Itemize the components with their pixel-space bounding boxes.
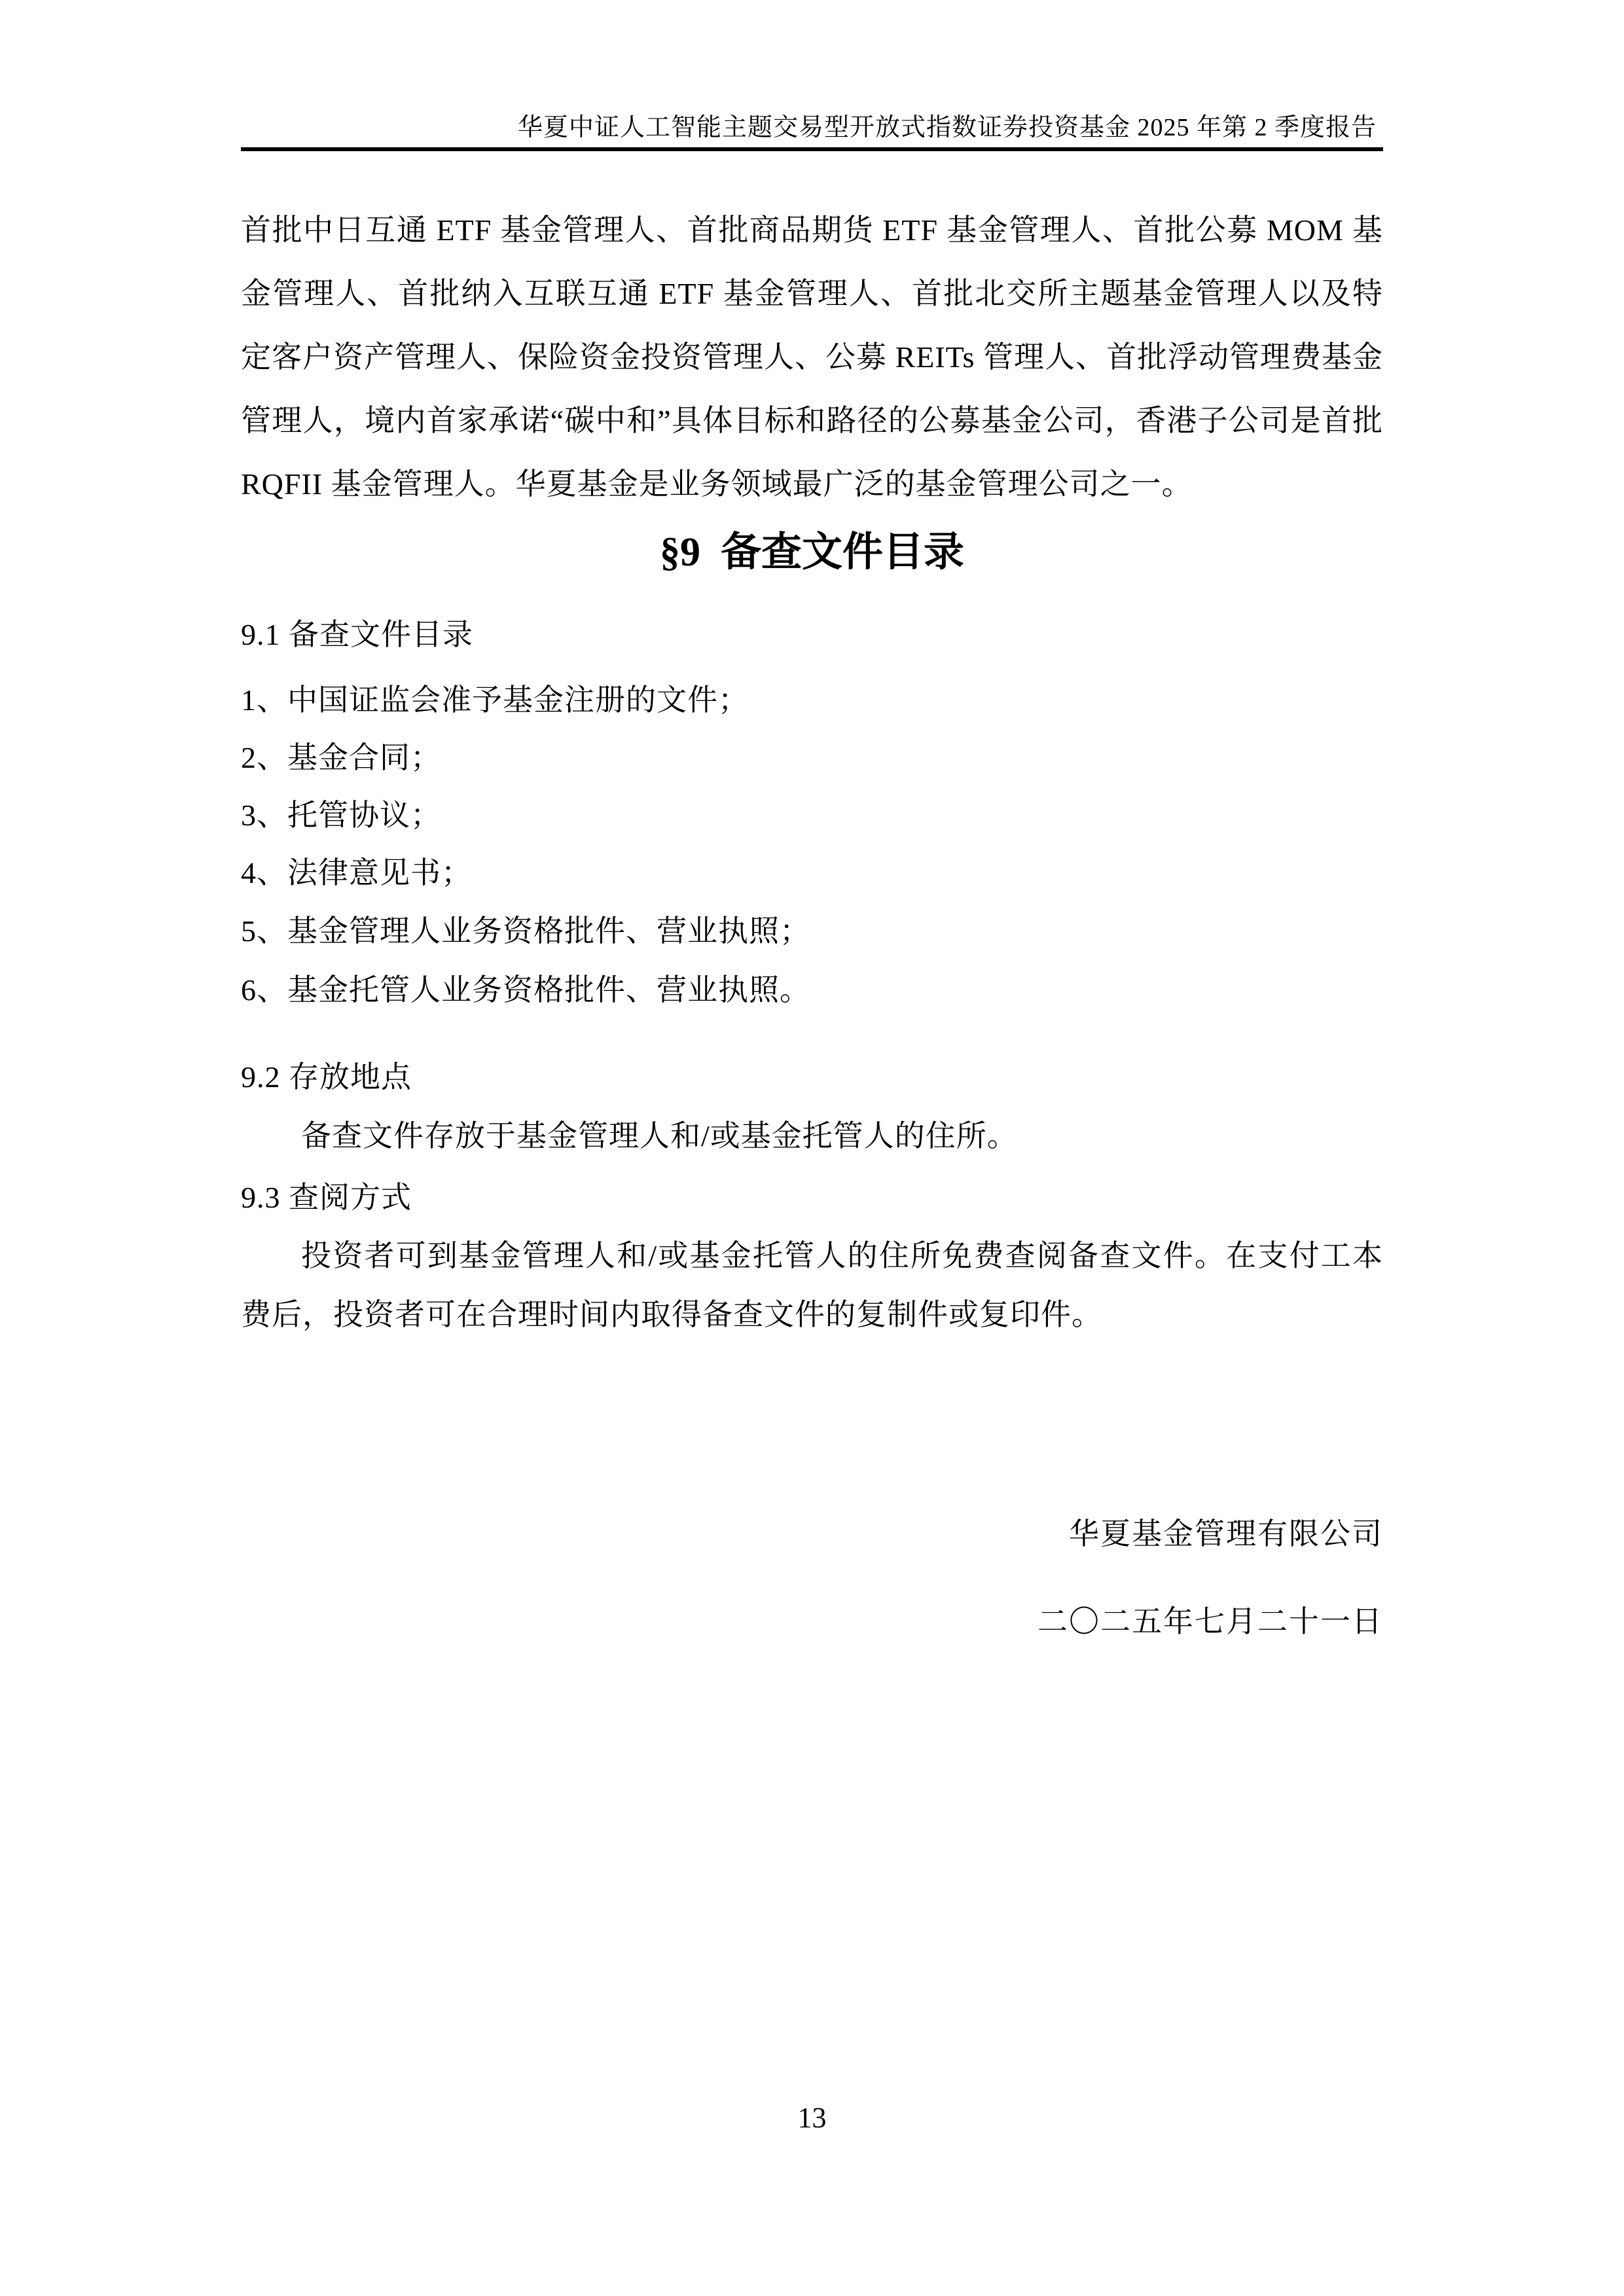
catalog-item-4: 4、法律意见书； (241, 856, 472, 889)
storage-location-text: 备查文件存放于基金管理人和/或基金托管人的住所。 (301, 1119, 1018, 1153)
heading-9-2: 9.2 存放地点 (241, 1060, 412, 1094)
catalog-item-6: 6、基金托管人业务资格批件、营业执照。 (241, 973, 810, 1007)
catalog-item-3: 3、托管协议； (241, 798, 441, 832)
catalog-item-2: 2、基金合同； (241, 741, 441, 774)
signature-company: 华夏基金管理有限公司 (1069, 1517, 1383, 1551)
intro-paragraph: 首批中日互通 ETF 基金管理人、首批商品期货 ETF 基金管理人、首批公募 MOM 基金管理人、首批纳入互联互通 ETF 基金管理人、首批北交所主题基金管理人以及特定客户资产管理人、保险资金投资管理人、公募 REITs 管理人、首批浮动管理费基金管理人，境内首家承诺“碳中和”具体目标和路径的公募基金公司，香港子公司是首批 RQFII 基金管理人。华夏基金是业务领域最广泛的基金管理公司之一。 (241, 213, 1383, 501)
heading-9-3: 9.3 查阅方式 (241, 1181, 412, 1214)
catalog-item-1: 1、中国证监会准予基金注册的文件； (241, 683, 749, 717)
section9-title: §9 备查文件目录 (659, 530, 964, 575)
signature-date: 二〇二五年七月二十一日 (1038, 1605, 1383, 1638)
heading-9-1: 9.1 备查文件目录 (241, 618, 473, 651)
header-rule (241, 147, 1383, 151)
catalog-item-5: 5、基金管理人业务资格批件、营业执照； (241, 914, 810, 948)
access-method-text: 投资者可到基金管理人和/或基金托管人的住所免费查阅备查文件。在支付工本费后，投资者可在合理时间内取得备查文件的复制件或复印件。 (241, 1239, 1383, 1331)
page-header-title: 华夏中证人工智能主题交易型开放式指数证券投资基金 2025 年第 2 季度报告 (517, 114, 1377, 141)
page-number: 13 (797, 2102, 827, 2134)
